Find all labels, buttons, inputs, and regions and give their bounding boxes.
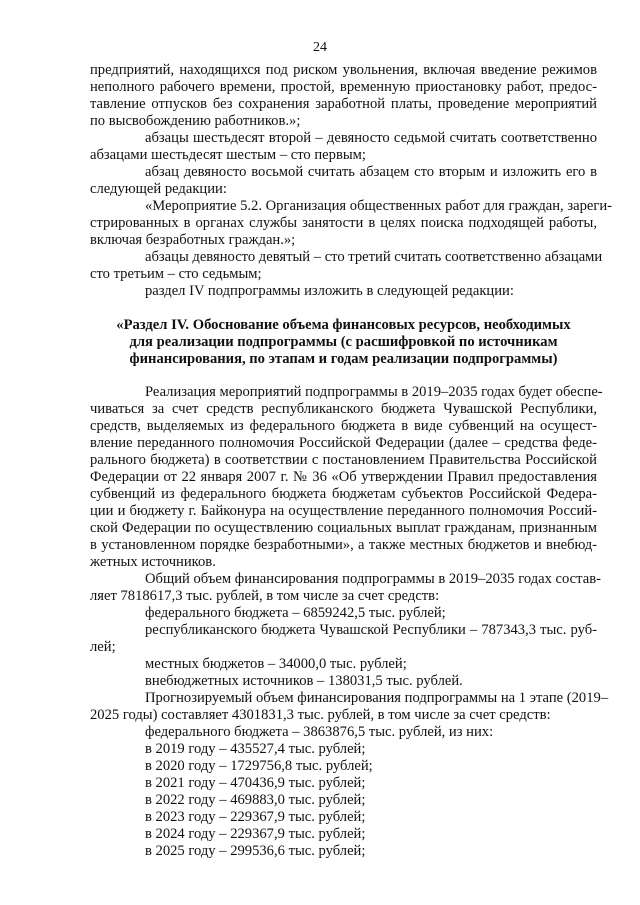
text-line: абзацы девяносто девятый – сто третий считать соответственно абзацами <box>145 249 603 265</box>
text-line: Прогнозируемый объем финансирования подпрограммы на 1 этапе (2019– <box>145 690 609 706</box>
text-line: ляет 7818617,3 тыс. рублей, в том числе за счет средств: <box>90 588 440 604</box>
text-line: ской Федерации по осуществлению социальных выплат гражданам, признанным <box>90 520 597 536</box>
text-line: местных бюджетов – 34000,0 тыс. рублей; <box>145 656 407 672</box>
text-line: федерального бюджета – 3863876,5 тыс. рублей, из них: <box>145 724 494 740</box>
text-line: ции и бюджету г. Байконура на осуществление переданного полномочия Россий- <box>90 503 597 519</box>
text-line: федерального бюджета – 6859242,5 тыс. рублей; <box>145 605 446 621</box>
text-line: республиканского бюджета Чувашской Республики – 787343,3 тыс. руб- <box>145 622 597 638</box>
text-line: тавление отпусков без сохранения заработной платы, проведение мероприятий <box>90 96 597 112</box>
text-line: Общий объем финансирования подпрограммы в 2019–2035 годах состав- <box>145 571 601 587</box>
text-line: 2025 годы) составляет 4301831,3 тыс. рублей, в том числе за счет средств: <box>90 707 551 723</box>
text-line: в 2022 году – 469883,0 тыс. рублей; <box>145 792 366 808</box>
text-line: предприятий, находящихся под риском увольнения, включая введение режимов <box>90 62 597 78</box>
text-line: абзацы шестьдесят второй – девяносто седьмой считать соответственно <box>145 130 597 146</box>
text-line: лей; <box>90 639 116 655</box>
text-line: чиваться за счет средств республиканского бюджета Чувашской Республики, <box>90 401 597 417</box>
text-line: жетных источников. <box>90 554 216 570</box>
text-line: по высвобождению работников.»; <box>90 113 301 129</box>
text-line: рального бюджета) в соответствии с постановлением Правительства Российской <box>90 452 597 468</box>
text-line: в 2019 году – 435527,4 тыс. рублей; <box>145 741 366 757</box>
text-line: Реализация мероприятий подпрограммы в 2019–2035 годах будет обеспе- <box>145 384 603 400</box>
text-line: включая безработных граждан.»; <box>90 232 296 248</box>
text-line: Федерации от 22 января 2007 г. № 36 «Об утверждении Правил предоставления <box>90 469 597 485</box>
section-heading: для реализации подпрограммы (с расшифровкой по источникам <box>129 334 558 350</box>
page-number: 24 <box>313 40 327 55</box>
section-heading: «Раздел IV. Обоснование объема финансовых ресурсов, необходимых <box>116 317 571 333</box>
text-line: абзац девяносто восьмой считать абзацем сто вторым и изложить его в <box>145 164 597 180</box>
text-line: сто третьим – сто седьмым; <box>90 266 262 282</box>
text-line: субвенций из федерального бюджета бюджетам субъектов Российской Федера- <box>90 486 597 502</box>
text-line: в 2021 году – 470436,9 тыс. рублей; <box>145 775 366 791</box>
text-line: стрированных в органах службы занятости в целях поиска подходящей работы, <box>90 215 597 231</box>
text-line: следующей редакции: <box>90 181 227 197</box>
text-line: неполного рабочего времени, простой, временную приостановку работ, предос- <box>90 79 597 95</box>
section-heading: финансирования, по этапам и годам реализации подпрограммы) <box>129 351 558 367</box>
text-line: вление переданного полномочия Российской Федерации (далее – средства феде- <box>90 435 597 451</box>
text-line: в 2025 году – 299536,6 тыс. рублей; <box>145 843 366 859</box>
text-line: в 2024 году – 229367,9 тыс. рублей; <box>145 826 366 842</box>
text-line: раздел IV подпрограммы изложить в следующей редакции: <box>145 283 514 299</box>
text-line: абзацами шестьдесят шестым – сто первым; <box>90 147 366 163</box>
text-line: в 2020 году – 1729756,8 тыс. рублей; <box>145 758 373 774</box>
text-line: в установленном порядке безработными», а также местных бюджетов и внебюд- <box>90 537 597 553</box>
text-line: средств, выделяемых из федерального бюджета в виде субвенций на осущест- <box>90 418 597 434</box>
text-line: внебюджетных источников – 138031,5 тыс. рублей. <box>145 673 463 689</box>
text-line: в 2023 году – 229367,9 тыс. рублей; <box>145 809 366 825</box>
text-line: «Мероприятие 5.2. Организация общественных работ для граждан, зареги- <box>145 198 613 214</box>
